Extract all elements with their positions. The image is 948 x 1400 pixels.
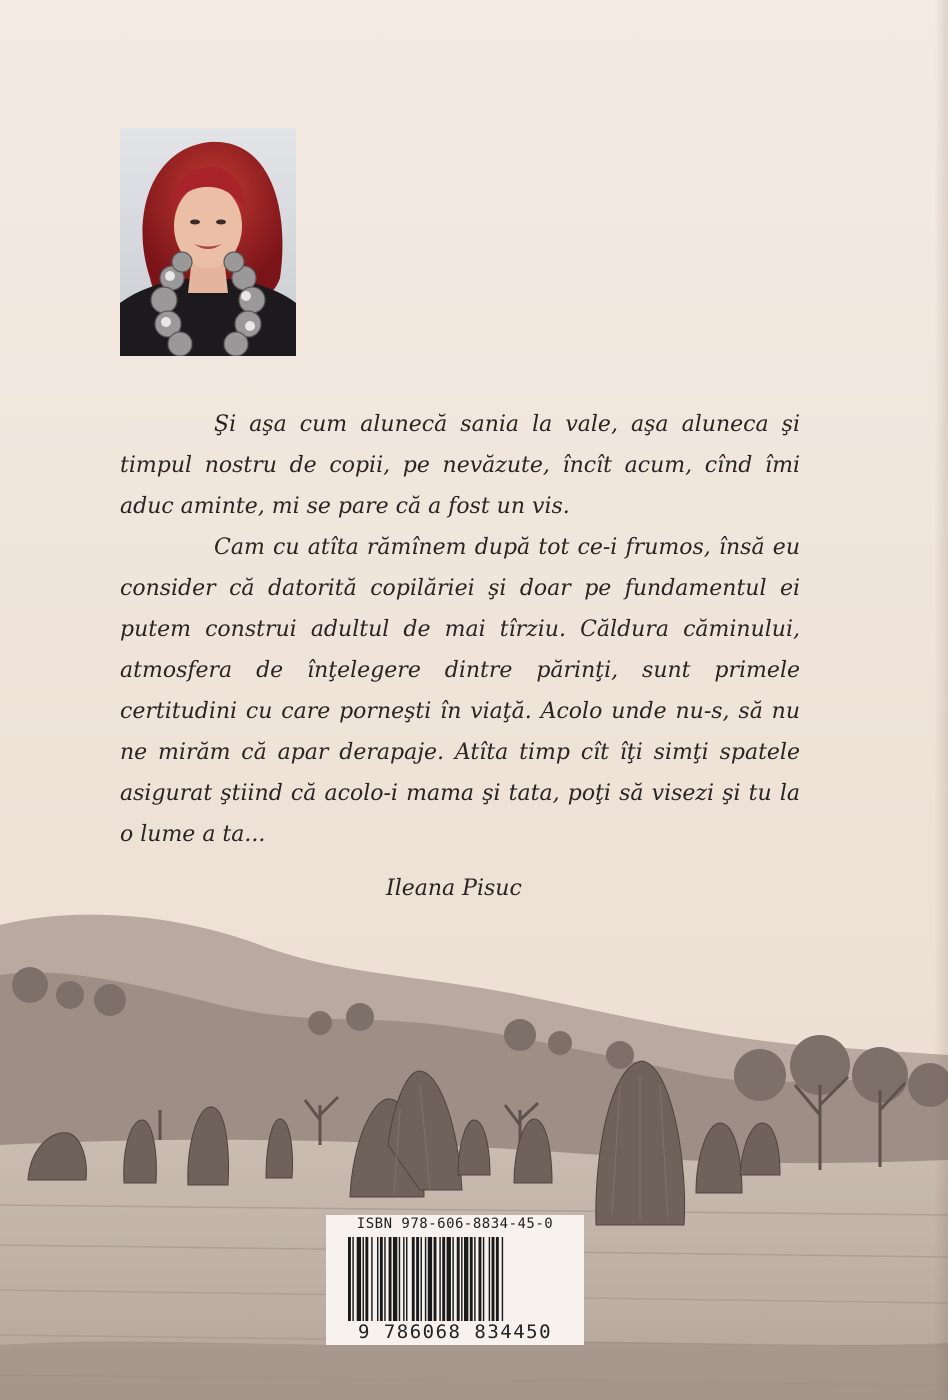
quote-paragraph-2: Cam cu atîta rămînem după tot ce-i frumos, însă eu consider că datorită copilăriei şi doar pe fundamentul ei putem construi adultul de mai tîrziu. Căldura căminului, atmosfera de înţelegere dintre părinţi, sunt primele certitudini cu care porneşti în viaţă. Acolo unde nu-s, să nu ne mirăm că apar derapaje. Atîta timp cît îţi simţi spatele asigurat ştiind că acolo-i mama şi tata, poţi să visezi şi tu la o lume a ta... [120,535,800,847]
page-edge-shadow [934,0,948,1400]
back-cover-quote [120,404,800,855]
barcode-digits: 9 786068 834450 [357,1321,553,1343]
author-signature: Ileana Pisuc [386,876,522,901]
quote-paragraph-1: Şi aşa cum alunecă sania la vale, aşa aluneca şi timpul nostru de copii, pe nevăzute, încît acum, cînd îmi aduc aminte, mi se pare că a fost un vis. [120,412,800,519]
author-photo [120,128,296,356]
isbn-label: ISBN 978-606-8834-45-0 [356,1216,554,1232]
isbn-barcode [326,1215,584,1345]
author-portrait-icon [120,128,296,356]
